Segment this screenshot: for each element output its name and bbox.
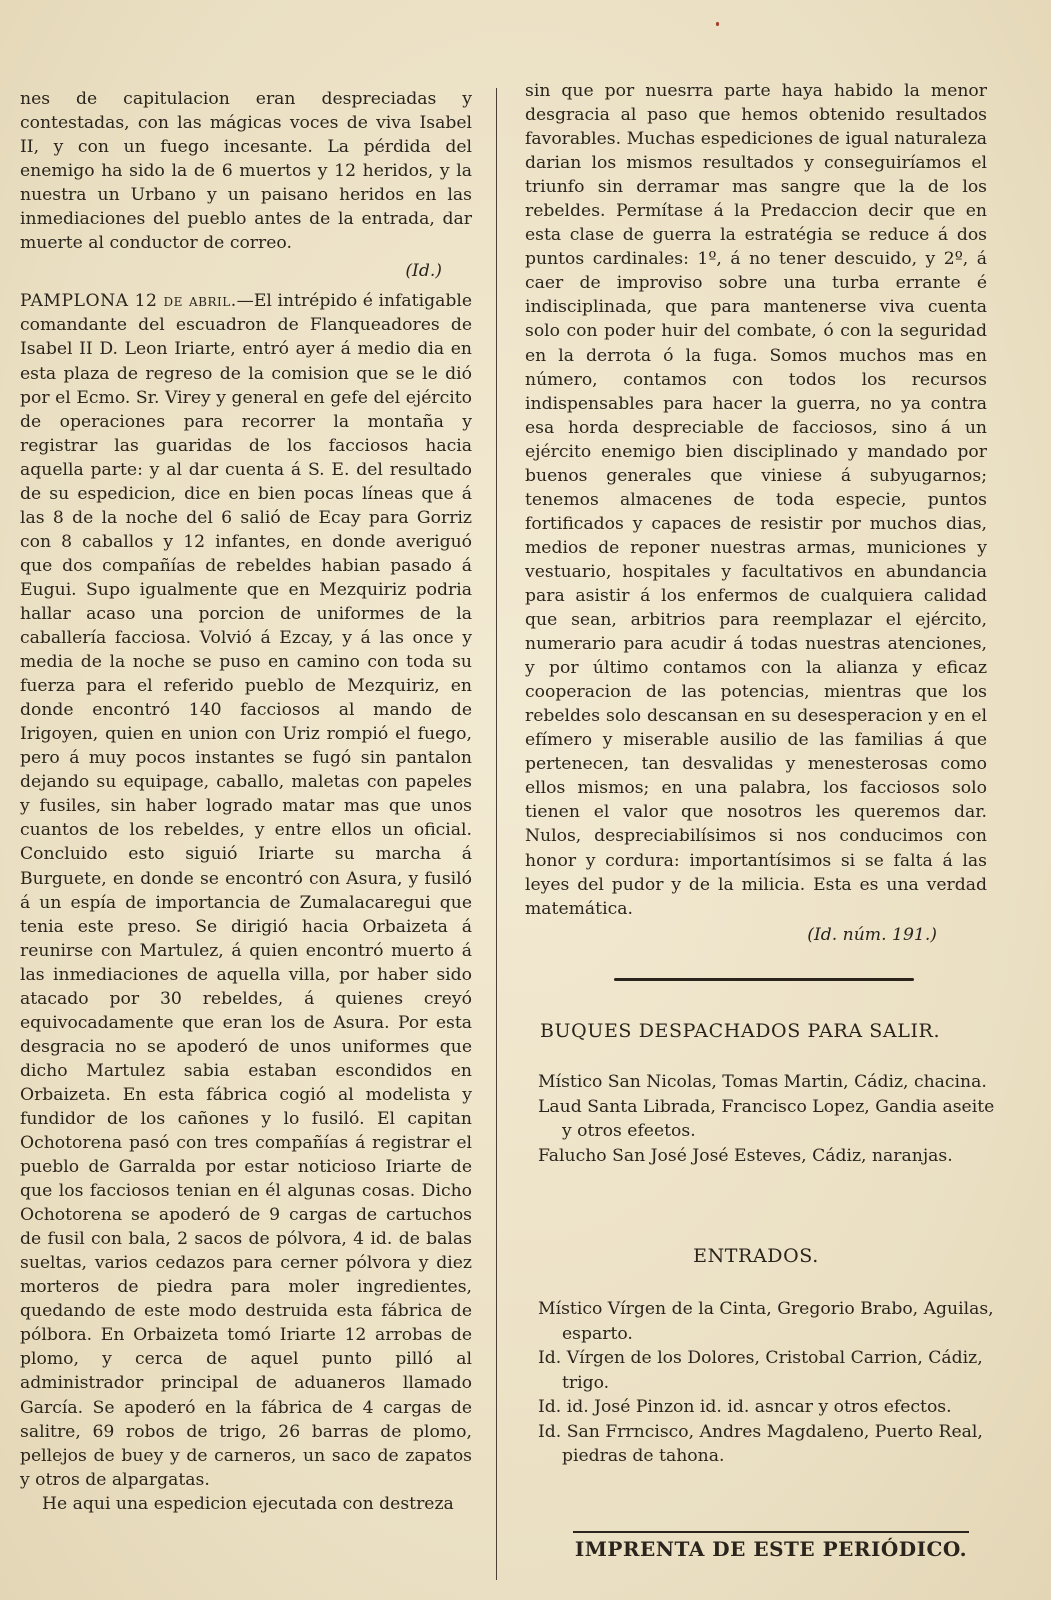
ship-entry: Laud Santa Librada, Francisco Lopez, Gandia aseite y otros efeetos. (538, 1096, 995, 1141)
source-citation: (Id.) (405, 261, 442, 282)
article-continuation: nes de capitulacion eran despreciadas y contestadas, con las mágicas voces de viva Isabel II, y con un fuego incesante. La pérdida del enemigo ha sido la de 6 muertos y 12 heridos, y la nuestra un Urbano y un paisano heridos en las inmediaciones del pueblo antes de la entrada, dar muerte al conductor de correo. (20, 89, 472, 254)
left-column (20, 87, 472, 1516)
printer-imprint: IMPRENTA DE ESTE PERIÓDICO. (574, 1537, 968, 1561)
footer-rule (573, 1531, 969, 1533)
ships-arrived-heading: ENTRADOS. (693, 1245, 819, 1267)
ship-entry: Id. San Frrncisco, Andres Magdaleno, Puerto Real, piedras de tahona. (538, 1421, 983, 1466)
editorial-text: sin que por nuesrra parte haya habido la menor desgracia al paso que hemos obtenido resultados favorables. Muchas espediciones de igual naturaleza darian los mismos resultados y conseguiríamos el triunfo sin derramar mas sangre que la de los rebeldes. Permítase á la Predaccion decir que en esta clase de guerra la estratégia se reduce á dos puntos cardinales: 1º, á no tener descuido, y 2º, á caer de improviso sobre una turba errante é indisciplinada, que para mantenerse viva cuenta solo con poder huir del combate, ó con la seguridad en la derrota ó la fuga. Somos muchos mas en número, contamos con todos los recursos indispensables para hacer la guerra, no ya contra esa horda despreciable de facciosos, sino á un ejército enemigo bien disciplinado y mandado por buenos generales que viniese á subyugarnos; tenemos almacenes de toda especie, puntos fortificados y capaces de resistir por muchos dias, medios de reponer nuestras armas, municiones y vestuario, hospitales y facultativos en abundancia para asistir á los enfermos de cualquiera calidad que sean, arbitrios para reemplazar el ejército, numerario para acudir á todas nuestras atenciones, y por último contamos con la alianza y eficaz cooperacion de las potencias, mientras que los rebeldes solo descansan en su desesperacion y en el efímero y miserable ausilio de las familias á que pertenecen, tan desvalidas y menesterosas como ellos mismos; en una palabra, los facciosos solo tienen el valor que nosotros les queremos dar. Nulos, despreciabilísimos si nos conducimos con honor y cordura: importantísimos si se falta á las leyes del pudor y de la milicia. Esta es una verdad matemática. (525, 81, 987, 919)
source-citation-number: (Id. núm. 191.) (807, 924, 937, 945)
section-rule (614, 978, 914, 981)
ship-entry: Místico Vírgen de la Cinta, Gregorio Brabo, Aguilas, esparto. (538, 1299, 994, 1344)
pamplona-article-body: —El intrépido é infatigable comandante del escuadron de Flanqueadores de Isabel II D. Leon Iriarte, entró ayer á medio dia en esta plaza de regreso de la comision que se le dió por el Ecmo. Sr. Virey y general en gefe del ejército de operaciones para recorrer la montaña y registrar las guaridas de los facciosos hacia aquella parte: y al dar cuenta á S. E. del resultado de su espedicion, dice en bien pocas líneas que á las 8 de la noche del 6 salió de Ecay para Gorriz con 8 caballos y 12 infantes, en donde averiguó que dos compañías de rebeldes habian pasado á Eugui. Supo igualmente que en Mezquiriz podria hallar acaso una porcion de uniformes de la caballería facciosa. Volvió á Ezcay, y á las once y media de la noche se puso en camino con toda su fuerza para el referido pueblo de Mezquiriz, en donde encontró 140 facciosos al mando de Irigoyen, quien en union con Uriz rompió el fuego, pero á muy pocos instantes se fugó sin pantalon dejando su equipage, caballo, maletas con papeles y fusiles, sin haber logrado matar mas que unos cuantos de los rebeldes, y entre ellos un oficial. Concluido esto siguió Iriarte su marcha á Burguete, en donde se encontró con Asura, y fusiló á un espía de importancia de Zumalacaregui que tenia este preso. Se dirigió hacia Orbaizeta á reunirse con Martulez, á quien encontró muerto á las inmediaciones de aquella villa, por haber sido atacado por 30 rebeldes, á quienes creyó equivocadamente que eran los de Asura. Por esta desgracia no se apoderó de unos uniformes que dicho Martulez sabia estaban escondidos en Orbaizeta. En esta fábrica cogió al modelista y fundidor de los cañones y lo fusiló. El capitan Ochotorena pasó con tres compañías á registrar el pueblo de Garralda por estar noticioso Iriarte de que los facciosos tenian en él algunas cosas. Dicho Ochotorena se apoderó de 9 cargas de cartuchos de fusil con bala, 2 sacos de pólvora, 4 id. de balas sueltas, varios cedazos para cerner pólvora y diez morteros de piedra para moler ingredientes, quedando de este modo destruida esta fábrica de pólbora. En Orbaizeta tomó Iriarte 12 arrobas de plomo, y cerca de aquel punto pilló al administrador principal de aduaneros llamado García. Se apoderó en la fábrica de 4 cargas de salitre, 69 robos de trigo, 26 barras de plomo, pellejos de buey y de carneros, un saco de zapatos y otros de alpargatas. (20, 291, 472, 1490)
dateline: PAMPLONA 12 de abril. (20, 291, 237, 312)
ink-speck (716, 22, 719, 26)
ship-entry: Falucho San José José Esteves, Cádiz, naranjas. (538, 1145, 953, 1166)
ships-arrived-list (538, 1297, 1000, 1469)
column-divider (496, 88, 497, 1580)
ship-entry: Id. Vírgen de los Dolores, Cristobal Carrion, Cádiz, trigo. (538, 1348, 983, 1393)
ships-departing-list (538, 1070, 1000, 1168)
right-column (525, 79, 987, 947)
article-closing: He aqui una espedicion ejecutada con destreza (42, 1493, 454, 1514)
pamplona-article (20, 289, 472, 1491)
ships-departing-heading: BUQUES DESPACHADOS PARA SALIR. (540, 1020, 941, 1042)
ship-entry: Místico San Nicolas, Tomas Martin, Cádiz, chacina. (538, 1072, 987, 1092)
ship-entry: Id. id. José Pinzon id. id. asncar y otros efectos. (538, 1397, 952, 1417)
